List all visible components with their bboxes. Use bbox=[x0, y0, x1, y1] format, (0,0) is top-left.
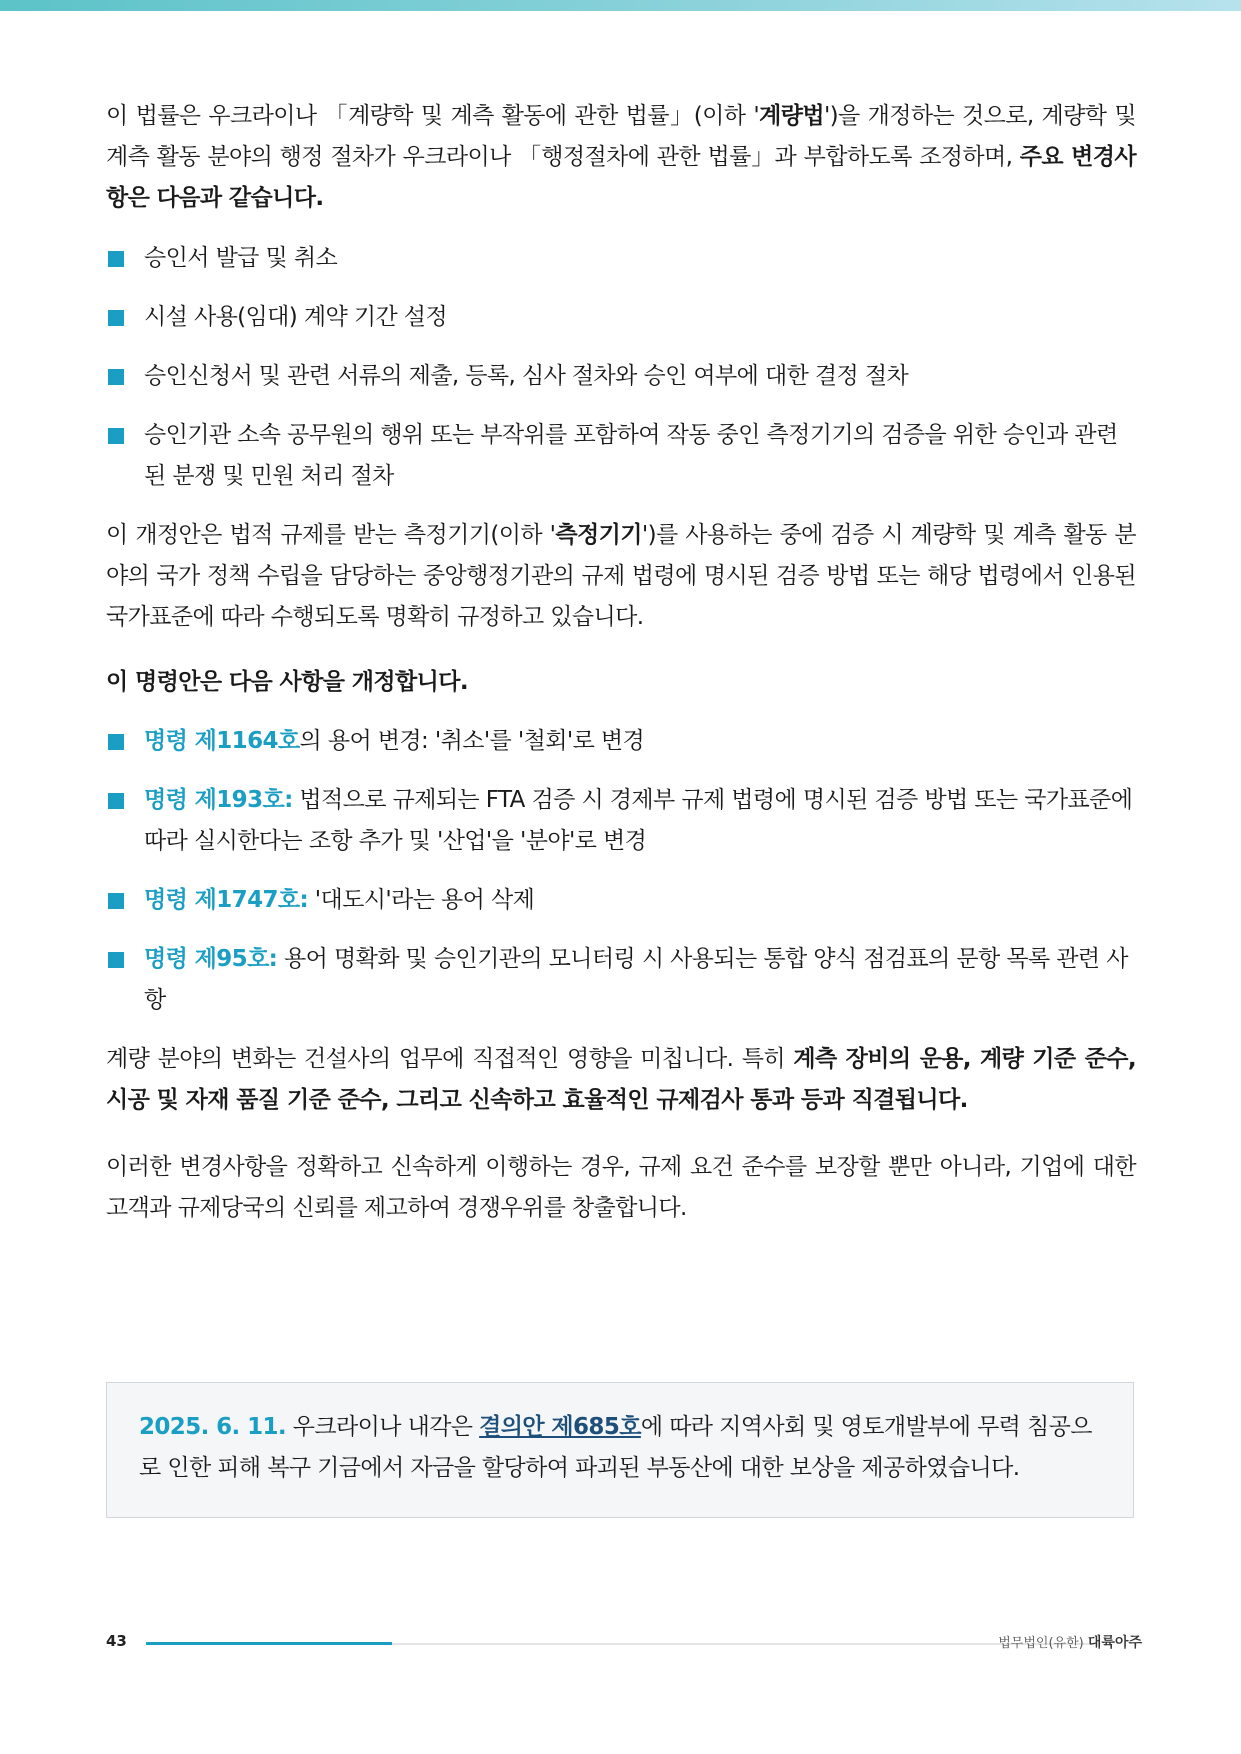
amend-bold-term: 측정기기 bbox=[555, 522, 642, 548]
bullet-square-icon bbox=[108, 310, 124, 326]
bullet-square-icon bbox=[108, 369, 124, 385]
change-text: 시설 사용(임대) 계약 기간 설정 bbox=[144, 304, 448, 330]
list-item bbox=[106, 939, 1136, 1021]
intro-paragraph bbox=[106, 96, 1136, 219]
list-item bbox=[106, 780, 1136, 862]
page-number: 43 bbox=[106, 1632, 127, 1650]
notice-text-1: 우크라이나 내각은 bbox=[286, 1414, 480, 1440]
decree-label: 명령 제1164호 bbox=[144, 728, 300, 754]
intro-text-1: 이 법률은 우크라이나 「계량학 및 계측 활동에 관한 법률」(이하 ' bbox=[106, 103, 760, 129]
list-item bbox=[106, 415, 1136, 497]
change-text: 승인서 발급 및 취소 bbox=[144, 245, 338, 271]
list-item bbox=[106, 356, 1136, 397]
decrees-list bbox=[106, 721, 1136, 1021]
decree-label: 명령 제193호: bbox=[144, 787, 293, 813]
bullet-square-icon bbox=[108, 734, 124, 750]
intro-bold-summary: 주요 변경사항은 다음과 같습니다. bbox=[106, 144, 1136, 211]
intro-text-2: ')을 개정하는 것으로, 계량학 및 계측 활동 분야의 행정 절차가 우크라이나 「행정절차에 관한 법률」과 부합하도록 조정하며, bbox=[106, 103, 1136, 170]
impact-paragraph bbox=[106, 1039, 1136, 1121]
firm-name: 대륙아주 bbox=[1087, 1635, 1142, 1651]
decree-text: 법적으로 규제되는 FTA 검증 시 경제부 규제 법령에 명시된 검증 방법 또는 국가표준에 따라 실시한다는 조항 추가 및 '산업'을 '분야'로 변경 bbox=[144, 787, 1133, 854]
footer-progress-bar bbox=[146, 1642, 392, 1645]
amend-text-1: 이 개정안은 법적 규제를 받는 측정기기(이하 ' bbox=[106, 522, 556, 548]
decree-heading: 이 명령안은 다음 사항을 개정합니다. bbox=[106, 669, 469, 695]
amend-text-2: ')를 사용하는 중에 검증 시 계량학 및 계측 활동 분야의 국가 정책 수립을 담당하는 중앙행정기관의 규제 법령에 명시된 검증 방법 또는 해당 법령에서 인용된 국가표준에 따라 수행되도록 명확히 규정하고 있습니다. bbox=[106, 522, 1136, 630]
notice-box bbox=[106, 1382, 1134, 1518]
intro-bold-term: 계량법 bbox=[759, 103, 824, 129]
bullet-square-icon bbox=[108, 251, 124, 267]
bullet-square-icon bbox=[108, 893, 124, 909]
page-footer bbox=[106, 1630, 1142, 1660]
impact-text: 계량 분야의 변화는 건설사의 업무에 직접적인 영향을 미칩니다. 특히 bbox=[106, 1046, 794, 1072]
changes-list bbox=[106, 238, 1136, 497]
decree-label: 명령 제95호: bbox=[144, 946, 278, 972]
change-text: 승인기관 소속 공무원의 행위 또는 부작위를 포함하여 작동 중인 측정기기의 검증을 위한 승인과 관련된 분쟁 및 민원 처리 절차 bbox=[144, 422, 1118, 489]
notice-date: 2025. 6. 11. bbox=[139, 1414, 287, 1440]
top-accent-bar bbox=[0, 0, 1241, 11]
bullet-square-icon bbox=[108, 952, 124, 968]
bullet-square-icon bbox=[108, 428, 124, 444]
list-item bbox=[106, 721, 1136, 762]
firm-prefix: 법무법인(유한) bbox=[998, 1636, 1084, 1651]
bullet-square-icon bbox=[108, 793, 124, 809]
list-item bbox=[106, 238, 1136, 279]
decree-text: 용어 명확화 및 승인기관의 모니터링 시 사용되는 통합 양식 점검표의 문항 목록 관련 사항 bbox=[144, 946, 1128, 1013]
page-content bbox=[106, 96, 1136, 1229]
firm-logo bbox=[998, 1632, 1142, 1652]
change-text: 승인신청서 및 관련 서류의 제출, 등록, 심사 절차와 승인 여부에 대한 결정 절차 bbox=[144, 363, 909, 389]
decree-label: 명령 제1747호: bbox=[144, 887, 309, 913]
list-item bbox=[106, 880, 1136, 921]
impact-bold-text: 계측 장비의 운용, 계량 기준 준수, 시공 및 자재 품질 기준 준수, 그리고 신속하고 효율적인 규제검사 통과 등과 직결됩니다. bbox=[106, 1046, 1136, 1113]
notice-text-2: 에 따라 지역사회 및 영토개발부에 무력 침공으로 인한 피해 복구 기금에서 자금을 할당하여 파괴된 부동산에 대한 보상을 제공하였습니다. bbox=[139, 1414, 1092, 1481]
decree-text: 의 용어 변경: '취소'를 '철회'로 변경 bbox=[299, 728, 645, 754]
conclusion-paragraph: 이러한 변경사항을 정확하고 신속하게 이행하는 경우, 규제 요건 준수를 보장할 뿐만 아니라, 기업에 대한 고객과 규제당국의 신뢰를 제고하여 경쟁우위를 창출합니다. bbox=[106, 1154, 1136, 1221]
amendment-paragraph bbox=[106, 515, 1136, 638]
resolution-link[interactable]: 결의안 제685호 bbox=[479, 1414, 641, 1440]
list-item bbox=[106, 297, 1136, 338]
decree-text: '대도시'라는 용어 삭제 bbox=[308, 887, 535, 913]
notice-text bbox=[139, 1407, 1101, 1489]
